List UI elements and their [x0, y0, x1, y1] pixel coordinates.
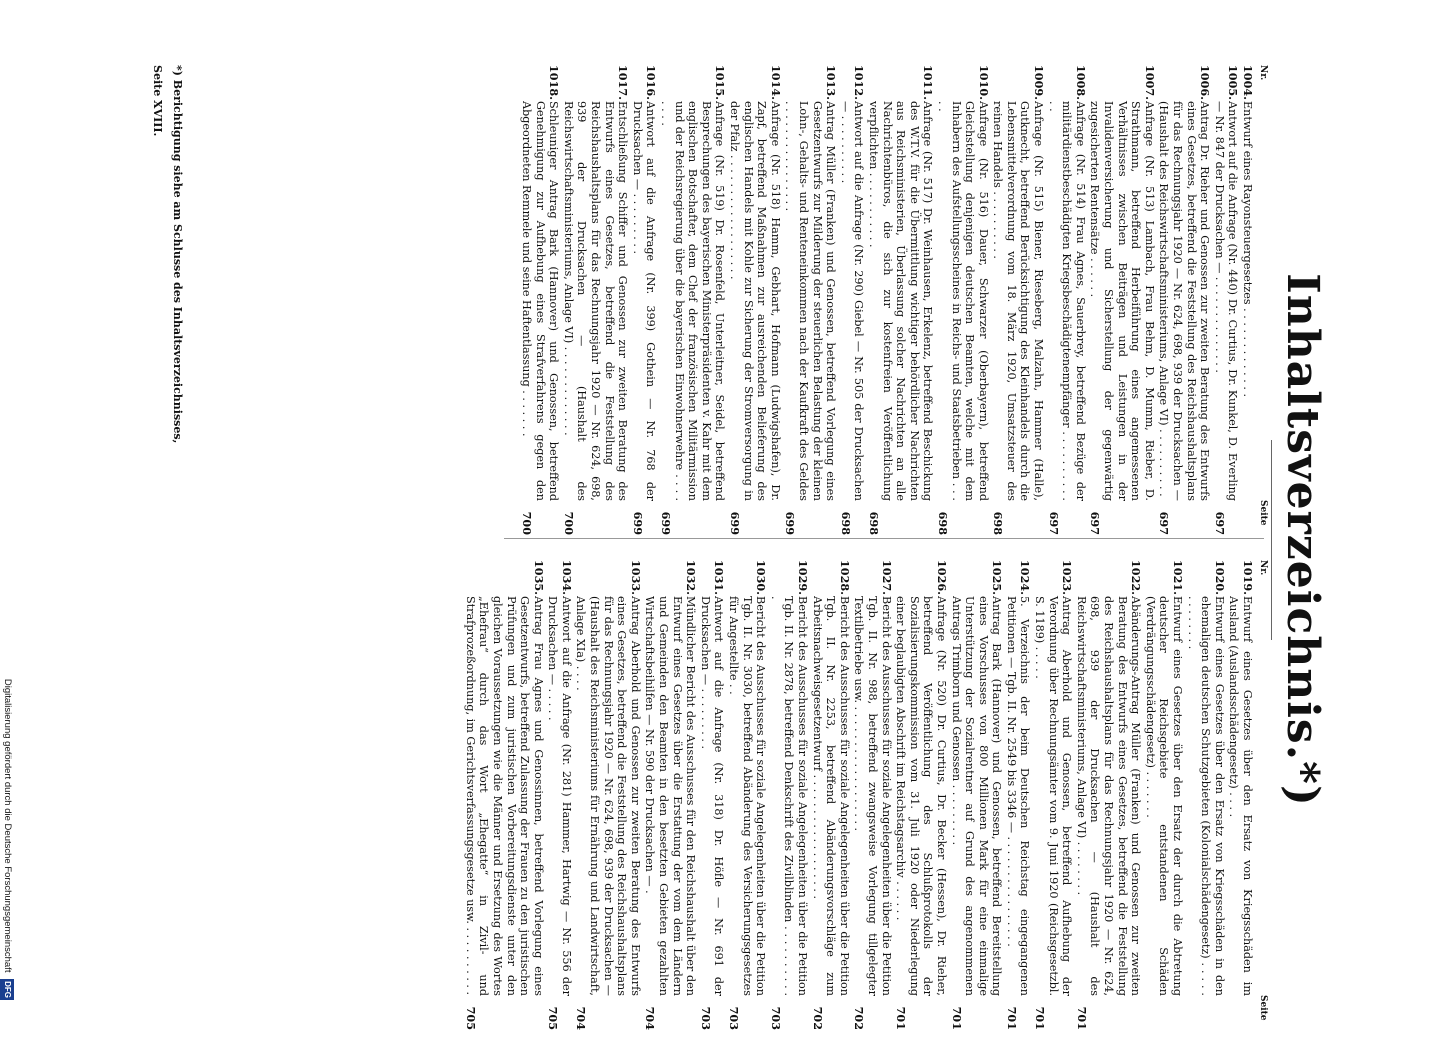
toc-entry-number: 1034. — [559, 560, 574, 596]
toc-entry-title: Anfrage (Nr. 520) Dr. Curtius, Dr. Becker (Hessen), Dr. Rieher, betreffend Veröffentlichung des Schlußprotokolls der Sozialisierungskommission vom 31. Juli 1920 oder Niederlegung einer beglaubigten Abschrift im Reichstagsarchiv . . . . . . — [894, 596, 948, 996]
toc-entry-number: 1017. — [616, 65, 631, 101]
toc-entry — [949, 560, 1003, 1030]
toc-entry-page: 701 — [1033, 1006, 1048, 1030]
toc-entry-title: Bericht des Ausschusses für soziale Angelegenheiten über die Petition Tgb. II. Nr. 2253, betreffend Abänderungsvorschläge zum Arbeitsnachweisgesetzentwurf . . . . . . . . . . . . . . . . . . — [810, 596, 851, 996]
toc-entry-number: 1032. — [684, 560, 699, 596]
column-divider — [504, 538, 1264, 539]
toc-entry-number: 1021. — [1171, 560, 1186, 596]
toc-entry — [1212, 65, 1239, 535]
toc-entry — [768, 560, 809, 1030]
toc-entry — [838, 65, 865, 535]
toc-entry — [783, 65, 837, 535]
toc-entry-number: 1020. — [1212, 560, 1227, 596]
toc-entry — [1074, 560, 1142, 1030]
toc-entry — [463, 560, 545, 1030]
toc-entry-page: 704 — [643, 1006, 658, 1030]
toc-entry-title: Antrag Frau Agnes und Genossinnen, betreffend Vorlegung eines Gesetzentwurfs, betreffend Zulassung der Frauen zu den juristischen Prüfungen und zum juristischen Vorbereitungsdienste unter den gleichen Voraussetzungen wie die Männer und Ersetzung des Wortes „Ehefrau“ durch das Wort „Ehegatte“ in Zivil- und Strafprozeßordnung, im Gerichtsverfassungsgesetze usw. . . . . . . . . . . — [463, 596, 545, 996]
toc-entry-number: 1006. — [1198, 65, 1213, 101]
toc-entry-page: 698 — [866, 511, 881, 535]
toc-entry-page: 697 — [1046, 511, 1061, 535]
toc-entry — [727, 65, 781, 535]
toc-entry-number: 1028. — [837, 560, 852, 596]
left-column-entries — [519, 65, 1254, 535]
toc-entry-page: 701 — [1074, 1006, 1089, 1030]
toc-entry-page: 701 — [1004, 1006, 1019, 1030]
toc-entry — [935, 65, 989, 535]
toc-entry-page: 697 — [1157, 511, 1172, 535]
digitization-credit — [0, 0, 14, 1000]
toc-entry — [546, 560, 573, 1030]
toc-entry-title: Antrag Aberhold und Genossen, betreffend Aufhebung der Verordnung über Rechnungsämter vom 9. Juni 1920 (Reichsgesetzbl. S. 1189) . . . . . — [1033, 596, 1074, 996]
toc-entry-title: Bericht des Ausschusses für soziale Angelegenheiten über die Petition Tgb. II. Nr. 2878, betreffend Denkschrift des Zivilblinden . . . . . . . . . . . — [768, 596, 809, 996]
toc-entry-title: Schleuniger Antrag Bark (Hannover) und Genossen, betreffend Genehmigung zur Aufhebung eines Strafverfahrens gegen den Abgeordneten Remmele und seine Haftentlassung . . . . . . . — [520, 101, 561, 501]
toc-entry-title: Anfrage (Nr. 518) Hamm, Gebhart, Hofmann (Ludwigshafen), Dr. Zapf, betreffend Maßnahmen zur ausreichenden Belieferung des englischen Handels mit Kohle zur Sicherung der Stromversorgung in der Pfalz . . . . . . . . . . . . . . . . . . — [728, 101, 782, 501]
toc-entry-number: 1007. — [1142, 65, 1157, 101]
toc-entry-number: 1030. — [754, 560, 769, 596]
toc-entry-title: Entwurf eines Gesetzes über den Ersatz der durch die Abtretung deutscher Reichsgebiete entstandenen Schäden (Verdrängungsschädengesetz) . . . . . . . — [1143, 596, 1185, 996]
nr-column-header-right: Nr. — [1258, 560, 1268, 576]
toc-entry-number: 1019. — [1241, 560, 1255, 596]
toc-entry-title: Entschließung Schiffer und Genossen zur zweiten Beratung des Entwurfs eines Gesetzes, betreffend die Feststellung des Reichshaushaltsplans für das Rechnungsjahr 1920 — Nr. 624, 698, 939 der Drucksachen — (Haushalt des Reichswirtschaftsministeriums, Anlage VI) . . . . . . . . . . . . . — [561, 101, 630, 501]
right-column-entries — [462, 560, 1254, 1030]
title-underline — [1271, 440, 1272, 640]
toc-entry-page: 700 — [520, 511, 535, 535]
toc-entry-title: Mündlicher Bericht des Ausschusses für den Reichshaushalt über den Entwurf eines Gesetzes über die Erstattung der vom dem Ländern und Gemeinden den Beamten in den besetzten Gebieten gezahlten Wirtschaftsbeihilfen — Nr. 590 der Drucksachen — . — [643, 596, 698, 996]
toc-entry-title: Abänderungs-Antrag Müller (Franken) und Genossen zur zweiten Beratung des Entwurfs eines Gesetzes, betreffend die Feststellung des Reichshaushaltsplans für das Rechnungsjahr 1920 — Nr. 624, 698, 939 der Drucksachen — (Haushalt des Reichswirtschaftsministeriums, Anlage VI) . . . . . . . . — [1074, 596, 1143, 996]
toc-entry-title: Antrag Dr. Rieher und Genossen zur zweiten Beratung des Entwurfs eines Gesetzes, betreffend die Feststellung des Reichshaushaltsplans für das Rechnungsjahr 1920 — Nr. 624, 698, 939 der Drucksachen — (Haushalt des Reichswirtschaftsministeriums, Anlage VI) . . . . . . . . . . — [1157, 101, 1212, 501]
toc-entry-title: Antwort auf die Anfrage (Nr. 399) Gothein — Nr. 768 der Drucksachen — . . . . . . . . . — [630, 101, 658, 501]
toc-entry-title: Antwort auf die Anfrage (Nr. 290) Giebel — Nr. 505 der Drucksachen — . . . . . . . . . . — [838, 101, 866, 501]
rotated-document-page — [100, 40, 1334, 1040]
toc-entry-title: Bericht des Ausschusses für soziale Angelegenheiten über die Petition Tgb. II. Nr. 3030, betreffend Abänderung des Versicherungsgesetzes für Angestellte . . — [727, 596, 768, 996]
page-number-label: Seite XVIII. — [151, 65, 164, 137]
toc-entry-title: Anfrage (Nr. 517) Dr. Weinhausen, Erkelenz, betreffend Beschickung des W.T.V. für die Übermittlung wichtiger behördlicher Nachrichten aus Reichsministerien, Überlassung solcher Nachrichten an alle Nachrichtenbüros, die sich zur kostenfreien Veröffentlichung verpflichten . . . . . . . . . . . — [866, 101, 935, 501]
toc-entry-title: Anfrage (Nr. 519) Dr. Rosenfeld, Unterleitner, Seidel, betreffend Besprechungen des bayerischen Ministerpräsidenten v. Kahr mit dem englischen Botschafter, dem Chef der französischen Militärmission und der Reichsregierung über die bayerischen Einwohnerwehre . . . . . . . . — [659, 101, 727, 501]
toc-entry-number: 1027. — [879, 560, 894, 596]
toc-entry-page: 705 — [546, 1006, 561, 1030]
toc-entry-number: 1015. — [713, 65, 728, 101]
toc-entry-title: Anfrage (Nr. 513) Lambach, Frau Behm, D. Mumm, Rieber, D. Strathmann, betreffend Herbeiführung eines angemessenen Verhältnisses zwischen Beiträgen und Leistungen in der Invalidenversicherung und Sicherstellung der gegenwärtig zugesicherten Rentensätze . . . . . . — [1088, 101, 1156, 501]
toc-entry-number: 1024. — [1018, 560, 1033, 596]
toc-entry — [643, 560, 697, 1030]
toc-entry-number: 1031. — [712, 560, 727, 596]
toc-entry-page: 699 — [630, 511, 645, 535]
toc-entry — [894, 560, 948, 1030]
toc-entry — [574, 560, 642, 1030]
toc-entry-title: 5. Verzeichnis der beim Deutschen Reichstag eingegangenen Petitionen — Tgb. II. Nr. 2549 bis 3346 — . . . . . . . . . . . . . . . . — [1004, 596, 1032, 996]
toc-entry-title: Anfrage (Nr. 516) Dauer, Schwarzer (Oberbayern), betreffend Gleichstellung denjenigen deutschen Beamten, welche mit dem Inhabern des Aufstellungsscheines in Reichs- und Staatsbetrieben . . . . . — [935, 101, 990, 501]
toc-entry — [1185, 560, 1226, 1030]
footnote: *) Berichtigung siehe am Schlusse des Inhaltsverzeichnisses, — [171, 65, 184, 444]
toc-entry — [1143, 560, 1184, 1030]
toc-entry-title: Antrag Müller (Franken) und Genossen, betreffend Vorlegung eines Gesetzentwurfs zur Milderung der steuerlichen Belastung der kleinen Lohn-, Gehalts- und Renteneinkommen nach der Kaufkraft des Geldes . . . . . . . . . . . . . . . . — [783, 101, 838, 501]
toc-entry-number: 1023. — [1060, 560, 1075, 596]
toc-entry-title: Antrag Aberhold und Genossen zur zweiten Beratung des Entwurfs eines Gesetzes, betreffend die Feststellung des Reichshaushaltsplans für das Rechnungsjahr 1920 — Nr. 624, 698, 939 der Drucksachen — (Haushalt des Reichsministeriums für Ernährung und Landwirtschaft, Anlage XIa) . . . . — [574, 596, 642, 996]
toc-entry-page: 697 — [1212, 511, 1227, 535]
toc-entry-page: 699 — [728, 511, 743, 535]
digitization-sidebar — [1, 0, 15, 1000]
toc-entry — [520, 65, 561, 535]
toc-entry-number: 1011. — [921, 65, 936, 101]
toc-entry-number: 1010. — [976, 65, 991, 101]
toc-entry-number: 1016. — [644, 65, 659, 101]
toc-entry-number: 1026. — [934, 560, 949, 596]
toc-entry-number: 1009. — [1032, 65, 1047, 101]
toc-entry-number: 1005. — [1226, 65, 1241, 101]
toc-entry-page: 703 — [698, 1006, 713, 1030]
toc-entry — [630, 65, 657, 535]
toc-entry — [852, 560, 893, 1030]
toc-entry — [561, 65, 629, 535]
toc-entry-page: 702 — [852, 1006, 867, 1030]
page-title: Inhaltsverzeichnis.*) — [1277, 273, 1328, 807]
toc-entry — [1088, 65, 1156, 535]
digitization-credit-text: Digitalisierung gefördert durch die Deutsche Forschungsgemeinschaft — [2, 678, 13, 973]
toc-entry — [1227, 560, 1254, 1030]
toc-entry-title: Anfrage (Nr. 515) Biener, Rieseberg, Malzahn, Hammer (Halle), Gutknecht, betreffend Berücksichtigung des Kleinhandels durch die Lebensmittelverordnung vom 18. März 1920, Umsatzsteuer des reinen Handels . . . . . . . . . . — [991, 101, 1046, 501]
toc-entry-title: Bericht des Ausschusses für soziale Angelegenheiten über die Petition Tgb. II. Nr. 988, betreffend zwangsweise Vorlegung tillgelegter Textilbetriebe usw. . . . . . . . . . . . . . . . . . . — [852, 596, 893, 996]
toc-entry-title: Entwurf eines Gesetzes über den Ersatz von Kriegsschäden im Ausland (Auslandsschädengesetz) . . . . — [1227, 596, 1254, 996]
toc-entry — [1046, 65, 1087, 535]
toc-entry-title: Anfrage (Nr. 514) Frau Agnes, Sauerbrey, betreffend Bezüge der militärdienstbeschädigten Kriegsbeschädigtenempfänger . . . . . . . . . . . . — [1046, 101, 1087, 501]
toc-entry-page: 703 — [768, 1006, 783, 1030]
toc-entry-page: 701 — [894, 1006, 909, 1030]
toc-entry-number: 1014. — [768, 65, 783, 101]
toc-entry-number: 1022. — [1129, 560, 1144, 596]
toc-entry-title: Antwort auf die Anfrage (Nr. 281) Hammer, Hartwig — Nr. 556 der Drucksachen — . . . . . — [546, 596, 573, 996]
toc-entry — [1033, 560, 1074, 1030]
toc-entry — [991, 65, 1045, 535]
toc-entry-page: 699 — [659, 511, 674, 535]
toc-entry-page: 701 — [949, 1006, 964, 1030]
toc-entry — [810, 560, 851, 1030]
toc-entry-number: 1004. — [1241, 65, 1255, 101]
toc-entry-title: Entwurf eines Gesetzes über den Ersatz von Kriegsschäden in den ehemaligen deutschen Schutzgebieten (Kolonialschädengesetz) . . . . . . . . . . . . . — [1185, 596, 1226, 996]
toc-entry-number: 1008. — [1073, 65, 1088, 101]
toc-entry — [1004, 560, 1031, 1030]
toc-entry — [658, 65, 726, 535]
toc-entry-page: 698 — [991, 511, 1006, 535]
toc-entry-number: 1018. — [547, 65, 562, 101]
toc-entry-page: 705 — [463, 1006, 478, 1030]
toc-entry — [1157, 65, 1211, 535]
toc-entry-number: 1013. — [824, 65, 839, 101]
toc-entry-number: 1035. — [531, 560, 546, 596]
toc-entry-number: 1012. — [852, 65, 867, 101]
toc-entry-page: 698 — [935, 511, 950, 535]
toc-entry — [726, 560, 767, 1030]
toc-entry-page: 697 — [1088, 511, 1103, 535]
toc-entry-title: Antwort auf die Anfrage (Nr. 440) Dr. Curtius, Dr. Kunkel, D. Everling — Nr. 847 der Drucksachen — . . . . . . . . . . . . . . — [1212, 101, 1240, 501]
toc-entry-page: 698 — [838, 511, 853, 535]
toc-entry — [866, 65, 934, 535]
toc-entry-page: 702 — [810, 1006, 825, 1030]
seite-column-header-right: Seite — [1258, 995, 1268, 1021]
toc-entry-page: 703 — [727, 1006, 742, 1030]
dfg-logo: DFG — [0, 979, 14, 1000]
toc-entry-title: Entwurf eines Rayonsteuergesetzes . . . . . . . . . . . . . — [1241, 101, 1254, 398]
toc-entry-title: Antrag Bark (Hannover) und Genossen, betreffend Bereitstellung eines Vorschusses von 800 Millionen Mark für eine einmalige Unterstützung der Sozialrentner auf Grund des angenommenen Antrags Trimborn und Genossen . . . . . . . . . — [949, 596, 1004, 996]
nr-column-header-left: Nr. — [1258, 65, 1268, 81]
seite-column-header-left: Seite — [1258, 500, 1268, 526]
toc-entry-number: 1025. — [990, 560, 1005, 596]
toc-entry — [698, 560, 725, 1030]
toc-entry-number: 1029. — [796, 560, 810, 596]
toc-entry-number: 1033. — [628, 560, 643, 596]
toc-entry — [1240, 65, 1254, 535]
toc-entry-page: 704 — [574, 1006, 589, 1030]
toc-entry-page: 699 — [783, 511, 798, 535]
toc-entry-page: 700 — [561, 511, 576, 535]
toc-entry-title: Antwort auf die Anfrage (Nr. 318) Dr. Höfle — Nr. 691 der Drucksachen — . . . . . . . . . — [698, 596, 726, 996]
